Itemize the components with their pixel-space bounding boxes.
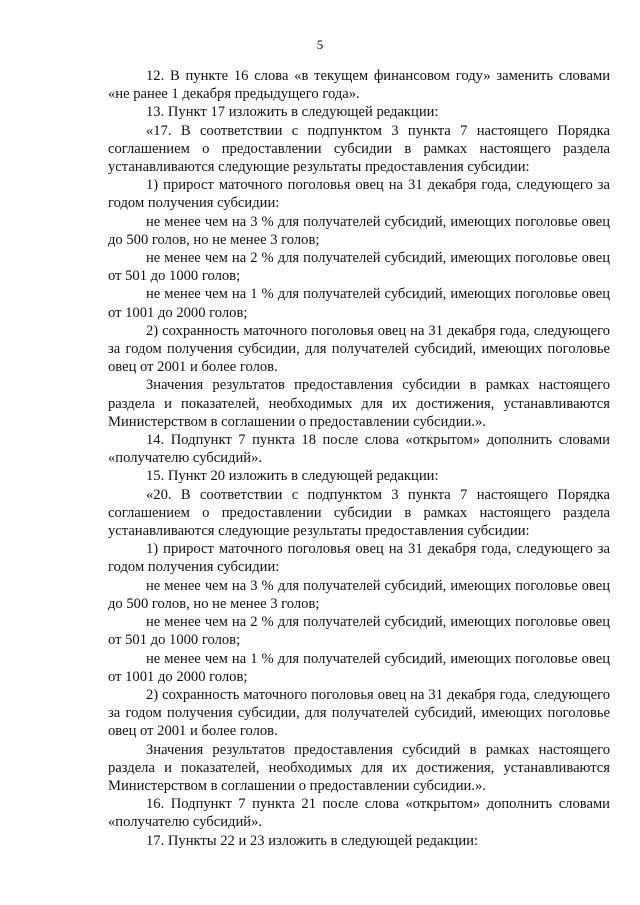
paragraph-item-13: 13. Пункт 17 изложить в следующей редакции: bbox=[146, 104, 439, 121]
paragraph-threshold-3pct: не менее чем на 3 % для получателей субсидий, имеющих поголовье овец до 500 голов, но не менее 3 голов; bbox=[108, 213, 610, 248]
paragraph-result-1: 1) прирост маточного поголовья овец на 31 декабря года, следующего за годом получения субсидии: bbox=[108, 541, 610, 576]
page-number: 5 bbox=[316, 37, 324, 52]
paragraph-item-17: 17. Пункты 22 и 23 изложить в следующей редакции: bbox=[146, 832, 479, 849]
paragraph-threshold-2pct: не менее чем на 2 % для получателей субсидий, имеющих поголовье овец от 501 до 1000 голов; bbox=[108, 614, 610, 649]
paragraph-threshold-2pct: не менее чем на 2 % для получателей субсидий, имеющих поголовье овец от 501 до 1000 голов; bbox=[108, 250, 610, 285]
paragraph-result-2: 2) сохранность маточного поголовья овец на 31 декабря года, следующего за годом получения субсидии, для получателей субсидий, имеющих поголовье овец от 2001 и более голов. bbox=[108, 686, 610, 740]
paragraph-quote-17: «17. В соответствии с подпунктом 3 пункта 7 настоящего Порядка соглашением о предоставлении субсидии в рамках настоящего раздела устанавливаются следующие результаты предоставления субсидии: bbox=[108, 122, 610, 176]
paragraph-threshold-1pct: не менее чем на 1 % для получателей субсидий, имеющих поголовье овец от 1001 до 2000 голов; bbox=[108, 286, 610, 321]
paragraph-values-note: Значения результатов предоставления субсидии в рамках настоящего раздела и показателей, необходимых для их достижения, устанавливаются Министерством в соглашении о предоставлении субсидии.». bbox=[108, 377, 610, 430]
paragraph-item-12: 12. В пункте 16 слова «в текущем финансовом году» заменить словами «не ранее 1 декабря предыдущего года». bbox=[108, 68, 610, 103]
paragraph-result-2: 2) сохранность маточного поголовья овец на 31 декабря года, следующего за годом получения субсидии, для получателей субсидий, имеющих поголовье овец от 2001 и более голов. bbox=[108, 322, 610, 376]
paragraph-item-16: 16. Подпункт 7 пункта 21 после слова «открытом» дополнить словами «получателю субсидий». bbox=[108, 796, 610, 831]
document-body bbox=[108, 67, 610, 850]
paragraph-result-1: 1) прирост маточного поголовья овец на 31 декабря года, следующего за годом получения субсидии: bbox=[108, 177, 610, 212]
paragraph-item-15: 15. Пункт 20 изложить в следующей редакции: bbox=[146, 468, 439, 485]
paragraph-item-14: 14. Подпункт 7 пункта 18 после слова «открытом» дополнить словами «получателю субсидий». bbox=[108, 432, 610, 467]
paragraph-values-note: Значения результатов предоставления субсидий в рамках настоящего раздела и показателей, необходимых для их достижения, устанавливаются Министерством в соглашении о предоставлении субсидии.». bbox=[108, 741, 610, 794]
paragraph-quote-20: «20. В соответствии с подпунктом 3 пункта 7 настоящего Порядка соглашением о предоставлении субсидии в рамках настоящего раздела устанавливаются следующие результаты предоставления субсидии: bbox=[108, 486, 610, 540]
paragraph-threshold-1pct: не менее чем на 1 % для получателей субсидий, имеющих поголовье овец от 1001 до 2000 голов; bbox=[108, 650, 610, 685]
paragraph-threshold-3pct: не менее чем на 3 % для получателей субсидий, имеющих поголовье овец до 500 голов, но не менее 3 голов; bbox=[108, 577, 610, 612]
